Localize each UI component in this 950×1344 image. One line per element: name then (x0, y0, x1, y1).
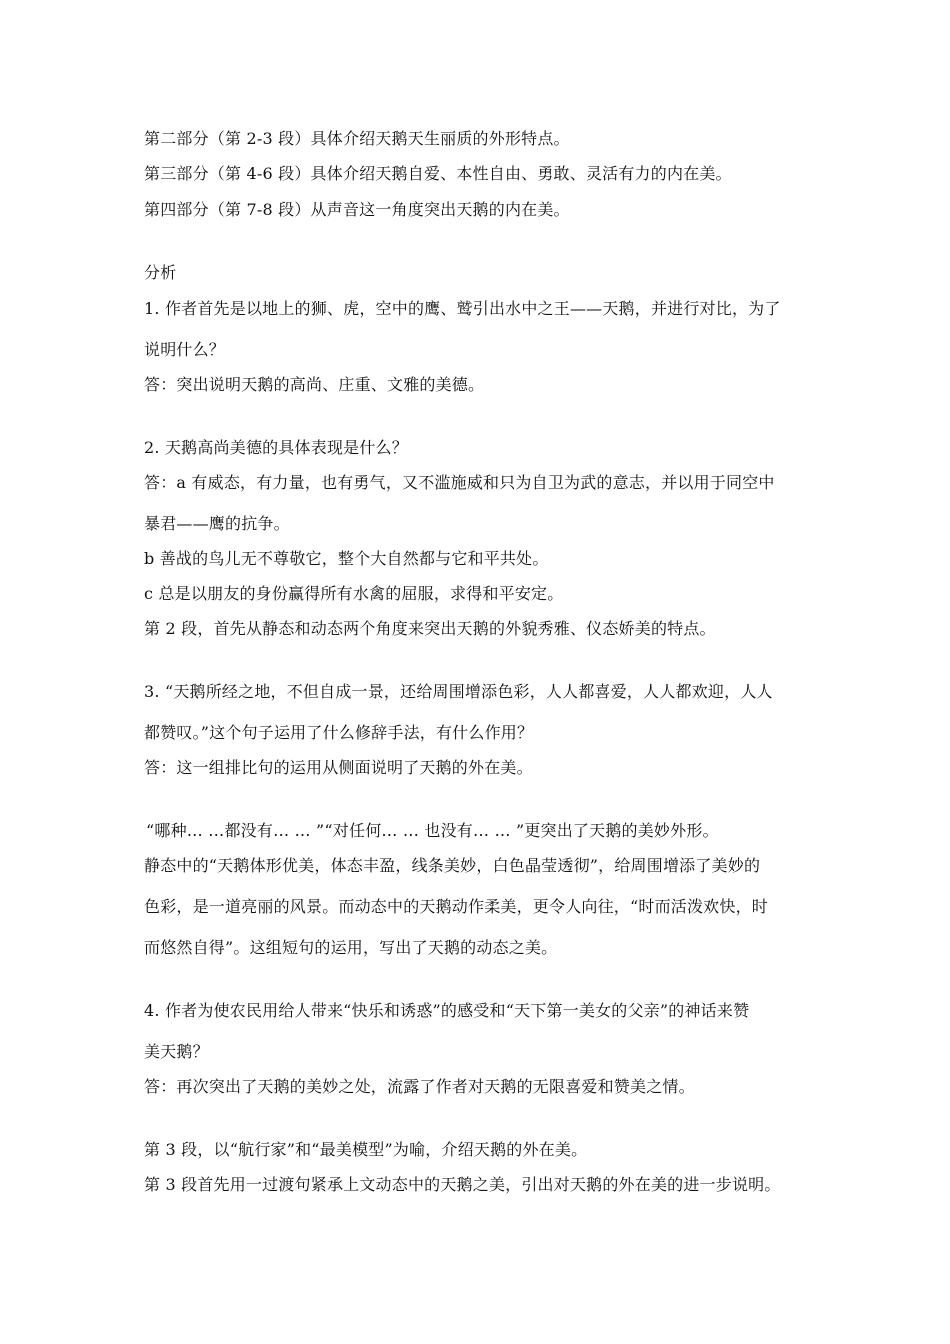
analysis-line-4: 而悠然自得”。这组短句的运用，写出了天鹅的动态之美。 (144, 938, 558, 957)
analysis-line-3: 色彩，是一道亮丽的风景。而动态中的天鹅动作柔美，更令人向往，“时而活泼欢快，时 (144, 897, 768, 916)
question-2: 2. 天鹅高尚美德的具体表现是什么？ (144, 438, 408, 457)
answer-2-point-c: c 总是以朋友的身份赢得所有水禽的屈服，求得和平安定。 (144, 584, 564, 603)
question-4-line-1: 4. 作者为使农民用给人带来“快乐和诱惑”的感受和“天下第一美女的父亲”的神话来赞 (144, 1001, 750, 1020)
paragraph-part-two: 第二部分（第 2-3 段）具体介绍天鹅天生丽质的外形特点。 (144, 129, 570, 148)
question-3-line-2: 都赞叹。”这个句子运用了什么修辞手法，有什么作用？ (144, 723, 534, 742)
answer-2-point-b: b 善战的鸟儿无不尊敬它，整个大自然都与它和平共处。 (144, 549, 549, 568)
paragraph-2-summary: 第 2 段，首先从静态和动态两个角度来突出天鹅的外貌秀雅、仪态娇美的特点。 (144, 619, 716, 638)
answer-2-line-2: 暴君——鹰的抗争。 (144, 514, 290, 533)
paragraph-part-three: 第三部分（第 4-6 段）具体介绍天鹅自爱、本性自由、勇敢、灵活有力的内在美。 (144, 164, 732, 183)
question-3-line-1: 3. “天鹅所经之地，不但自成一景，还给周围增添色彩，人人都喜爱，人人都欢迎，人人 (144, 682, 773, 701)
paragraph-3-summary: 第 3 段，以“航行家”和“最美模型”为喻，介绍天鹅的外在美。 (144, 1140, 588, 1159)
section-heading-analysis: 分析 (144, 263, 177, 282)
answer-2-line-1: 答：a 有威态，有力量，也有勇气，又不滥施威和只为自卫为武的意志，并以用于同空中 (144, 473, 775, 492)
answer-4: 答：再次突出了天鹅的美妙之处，流露了作者对天鹅的无限喜爱和赞美之情。 (144, 1077, 695, 1096)
question-1-line-1: 1. 作者首先是以地上的狮、虎，空中的鹰、鹫引出水中之王——天鹅，并进行对比，为了 (144, 299, 781, 318)
analysis-line-2: 静态中的“天鹅体形优美，体态丰盈，线条美妙，白色晶莹透彻”，给周围增添了美妙的 (144, 856, 761, 875)
question-1-line-2: 说明什么？ (144, 340, 226, 359)
question-4-line-2: 美天鹅？ (144, 1042, 209, 1061)
analysis-line-1: “哪种… …都没有… … ”“对任何… … 也没有… … ”更突出了天鹅的美妙外形。 (146, 821, 719, 840)
paragraph-3-detail: 第 3 段首先用一过渡句紧承上文动态中的天鹅之美，引出对天鹅的外在美的进一步说明。 (144, 1175, 781, 1194)
paragraph-part-four: 第四部分（第 7-8 段）从声音这一角度突出天鹅的内在美。 (144, 200, 570, 219)
answer-1: 答：突出说明天鹅的高尚、庄重、文雅的美德。 (144, 375, 485, 394)
answer-3: 答：这一组排比句的运用从侧面说明了天鹅的外在美。 (144, 758, 533, 777)
